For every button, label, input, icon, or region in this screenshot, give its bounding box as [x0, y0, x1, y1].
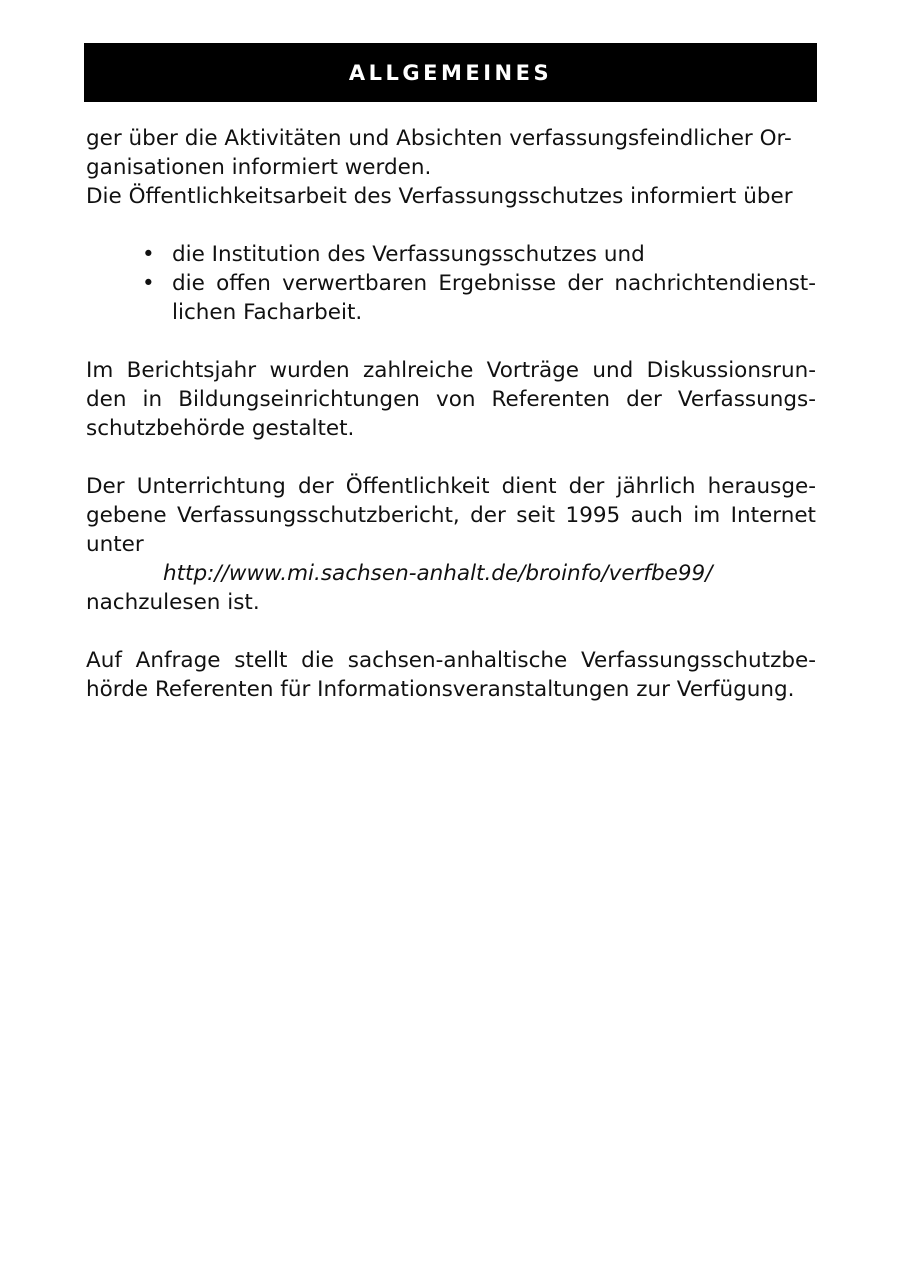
- paragraph-speakers-offer: Auf Anfrage stellt die sachsen-anhaltische Verfassungsschutzbe-hörde Referenten für Informationsveranstaltungen zur Verfügung.: [86, 648, 816, 702]
- document-body: [86, 124, 816, 704]
- paragraph-annual-report: Der Unterrichtung der Öffentlichkeit dient der jährlich herausge-gebene Verfassungsschutzbericht, der seit 1995 auch im Internet unter: [86, 474, 816, 557]
- bullet-text: die offen verwertbaren Ergebnisse der nachrichtendienst-lichen Facharbeit.: [172, 271, 816, 325]
- paragraph-continuation-line1: ger über die Aktivitäten und Absichten verfassungsfeindlicher Or-: [86, 126, 792, 151]
- report-url-link[interactable]: http://www.mi.sachsen-anhalt.de/broinfo/verfbe99/: [163, 561, 713, 586]
- bullet-icon: •: [142, 271, 155, 296]
- bullet-list-item: [142, 240, 816, 269]
- section-header-bar: [84, 43, 817, 102]
- section-title: ALLGEMEINES: [348, 60, 553, 85]
- bullet-text: die Institution des Verfassungsschutzes und: [172, 242, 645, 267]
- paragraph-read-online: nachzulesen ist.: [86, 590, 260, 615]
- paragraph-continuation-line2: ganisationen informiert werden.: [86, 155, 432, 180]
- bullet-list-item: [142, 269, 816, 327]
- bullet-icon: •: [142, 242, 155, 267]
- paragraph-intro-list: Die Öffentlichkeitsarbeit des Verfassungsschutzes informiert über: [86, 184, 793, 209]
- bullet-list: [86, 240, 816, 327]
- paragraph-lectures: Im Berichtsjahr wurden zahlreiche Vorträge und Diskussionsrun-den in Bildungseinrichtungen von Referenten der Verfassungs-schutzbehörde gestaltet.: [86, 358, 816, 441]
